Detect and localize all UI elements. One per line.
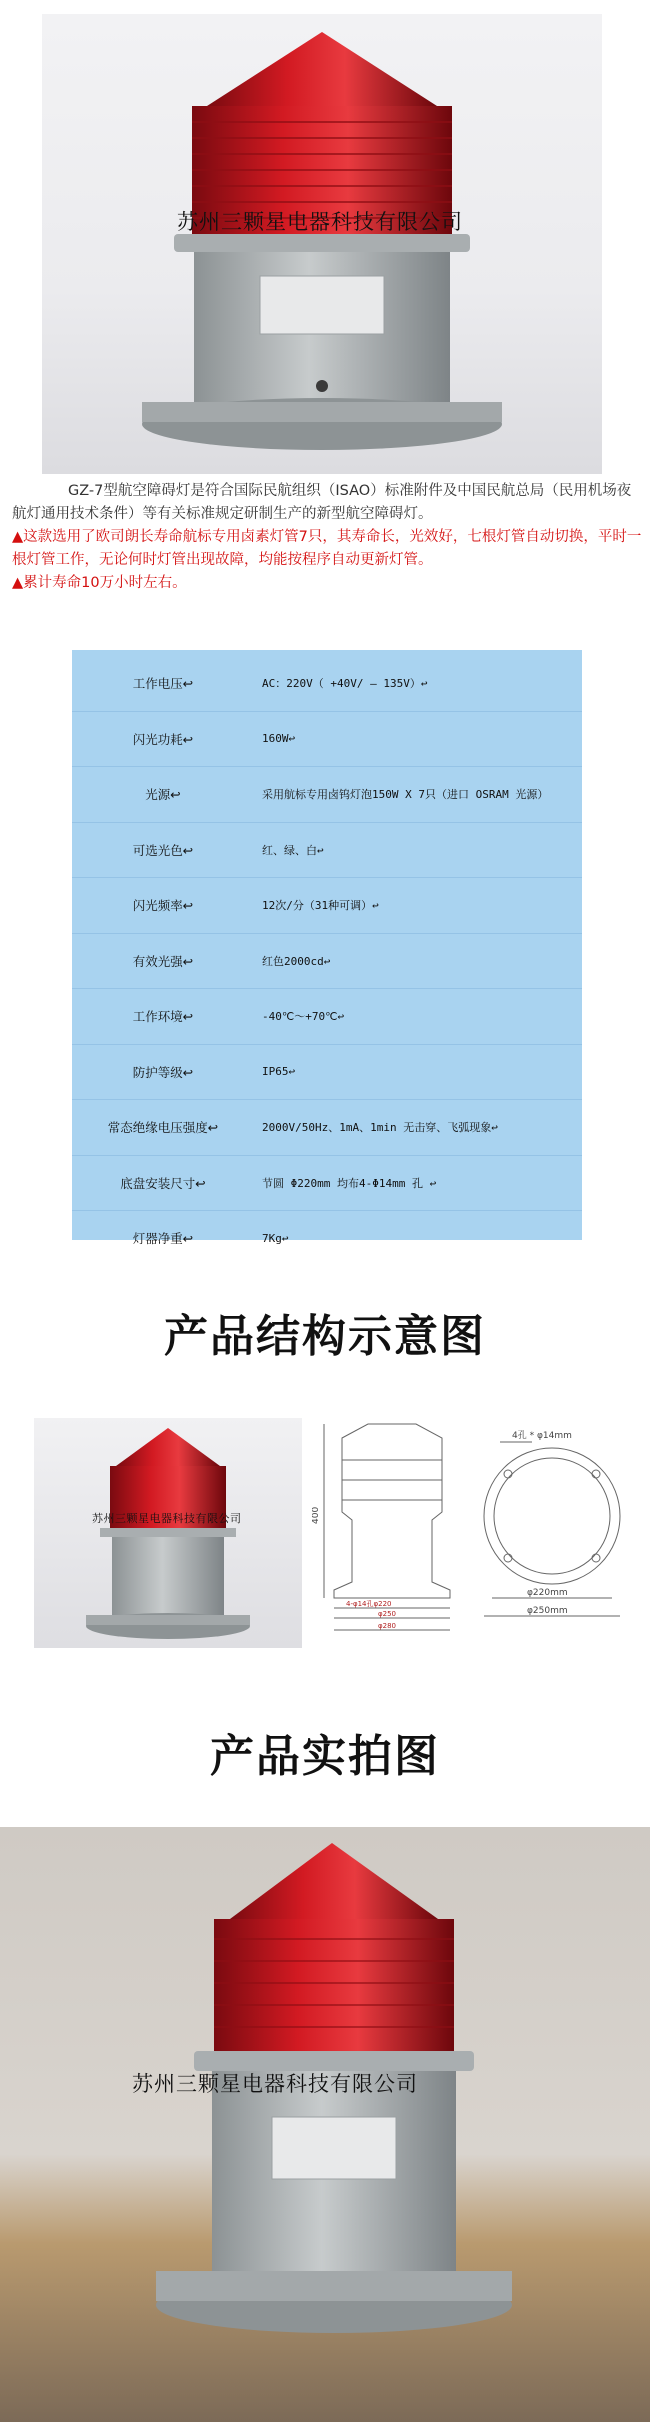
bolt-circle-dimension: 4-φ14孔φ220 (346, 1600, 392, 1608)
spec-row (72, 1211, 582, 1266)
height-dimension: 400 (312, 1506, 321, 1524)
spec-label: 灯器净重↩ (72, 1211, 254, 1266)
product-photo-small (34, 1418, 302, 1648)
spec-row (72, 989, 582, 1045)
spec-row (72, 933, 582, 989)
spec-label: 底盘安装尺寸↩ (72, 1155, 254, 1211)
obstruction-light-image (0, 1827, 650, 2422)
flange-dimension: φ280 (378, 1622, 396, 1630)
company-watermark: 苏州三颗星电器科技有限公司 (92, 1512, 242, 1525)
spec-label: 闪光频率↩ (72, 878, 254, 934)
lifetime-paragraph (12, 572, 642, 595)
lifetime-text: 累计寿命10万小时左右。 (23, 575, 187, 591)
pcd-dimension: φ220mm (527, 1588, 568, 1598)
spec-value: 红色2000cd↩ (254, 933, 582, 989)
feature-paragraph (12, 526, 642, 572)
company-watermark: 苏州三颗星电器科技有限公司 (177, 210, 463, 234)
bullet-triangle: ▲ (12, 575, 24, 591)
spec-row (72, 822, 582, 878)
feature-text: 这款选用了欧司朗长寿命航标专用卤素灯管7只，其寿命长，光效好，七根灯管自动切换，平时一根灯管工作，无论何时灯管出现故障，均能按程序自动更新灯管。 (12, 529, 642, 568)
product-photo-top (42, 14, 602, 474)
spec-label: 防护等级↩ (72, 1044, 254, 1100)
spec-row (72, 878, 582, 934)
spec-row (72, 1155, 582, 1211)
product-description (12, 480, 642, 595)
intro-paragraph: GZ-7型航空障碍灯是符合国际民航组织（ISAO）标准附件及中国民航总局（民用机场夜航灯通用技术条件）等有关标准规定研制生产的新型航空障碍灯。 (12, 483, 632, 522)
spec-label: 工作电压↩ (132, 676, 194, 692)
spec-value: 节圆 Φ220mm 均布4-Φ14mm 孔 ↩ (254, 1155, 582, 1211)
company-watermark: 苏州三颗星电器科技有限公司 (132, 2072, 418, 2096)
spec-value: 红、绿、白↩ (254, 822, 582, 878)
spec-value: 160W↩ (254, 711, 582, 767)
spec-value: AC：220V（ +40V/ — 135V）↩ (262, 677, 428, 691)
spec-label: 光源↩ (72, 767, 254, 823)
spec-label: 可选光色↩ (72, 822, 254, 878)
spec-value: 采用航标专用卤钨灯泡150W X 7只（进口 OSRAM 光源） (254, 767, 582, 823)
spec-label: 闪光功耗↩ (72, 711, 254, 767)
obstruction-light-image (42, 14, 602, 474)
obstruction-light-image (34, 1418, 302, 1648)
product-photo-bottom (0, 1827, 650, 2422)
base-dimension: φ250 (378, 1610, 396, 1618)
spec-value: 12次/分（31种可调）↩ (254, 878, 582, 934)
spec-row (72, 656, 582, 711)
spec-label: 常态绝缘电压强度↩ (72, 1100, 254, 1156)
spec-row (72, 1044, 582, 1100)
spec-label: 工作环境↩ (72, 989, 254, 1045)
technical-drawing (312, 1420, 632, 1645)
spec-label: 有效光强↩ (72, 933, 254, 989)
spec-row (72, 1100, 582, 1156)
bullet-triangle: ▲ (12, 529, 24, 545)
spec-row (72, 767, 582, 823)
outer-dimension: φ250mm (527, 1606, 568, 1616)
spec-value: 7Kg↩ (254, 1211, 582, 1266)
spec-value: -40℃～+70℃↩ (254, 989, 582, 1045)
spec-value: 2000V/50Hz、1mA、1min 无击穿、飞弧现象↩ (254, 1100, 582, 1156)
hole-dimension: 4孔 * φ14mm (512, 1431, 572, 1441)
spec-row (72, 711, 582, 767)
structure-section-title: 产品结构示意图 (164, 1311, 486, 1362)
photo-section-title: 产品实拍图 (210, 1731, 440, 1782)
spec-table (72, 650, 582, 1247)
spec-value: IP65↩ (254, 1044, 582, 1100)
